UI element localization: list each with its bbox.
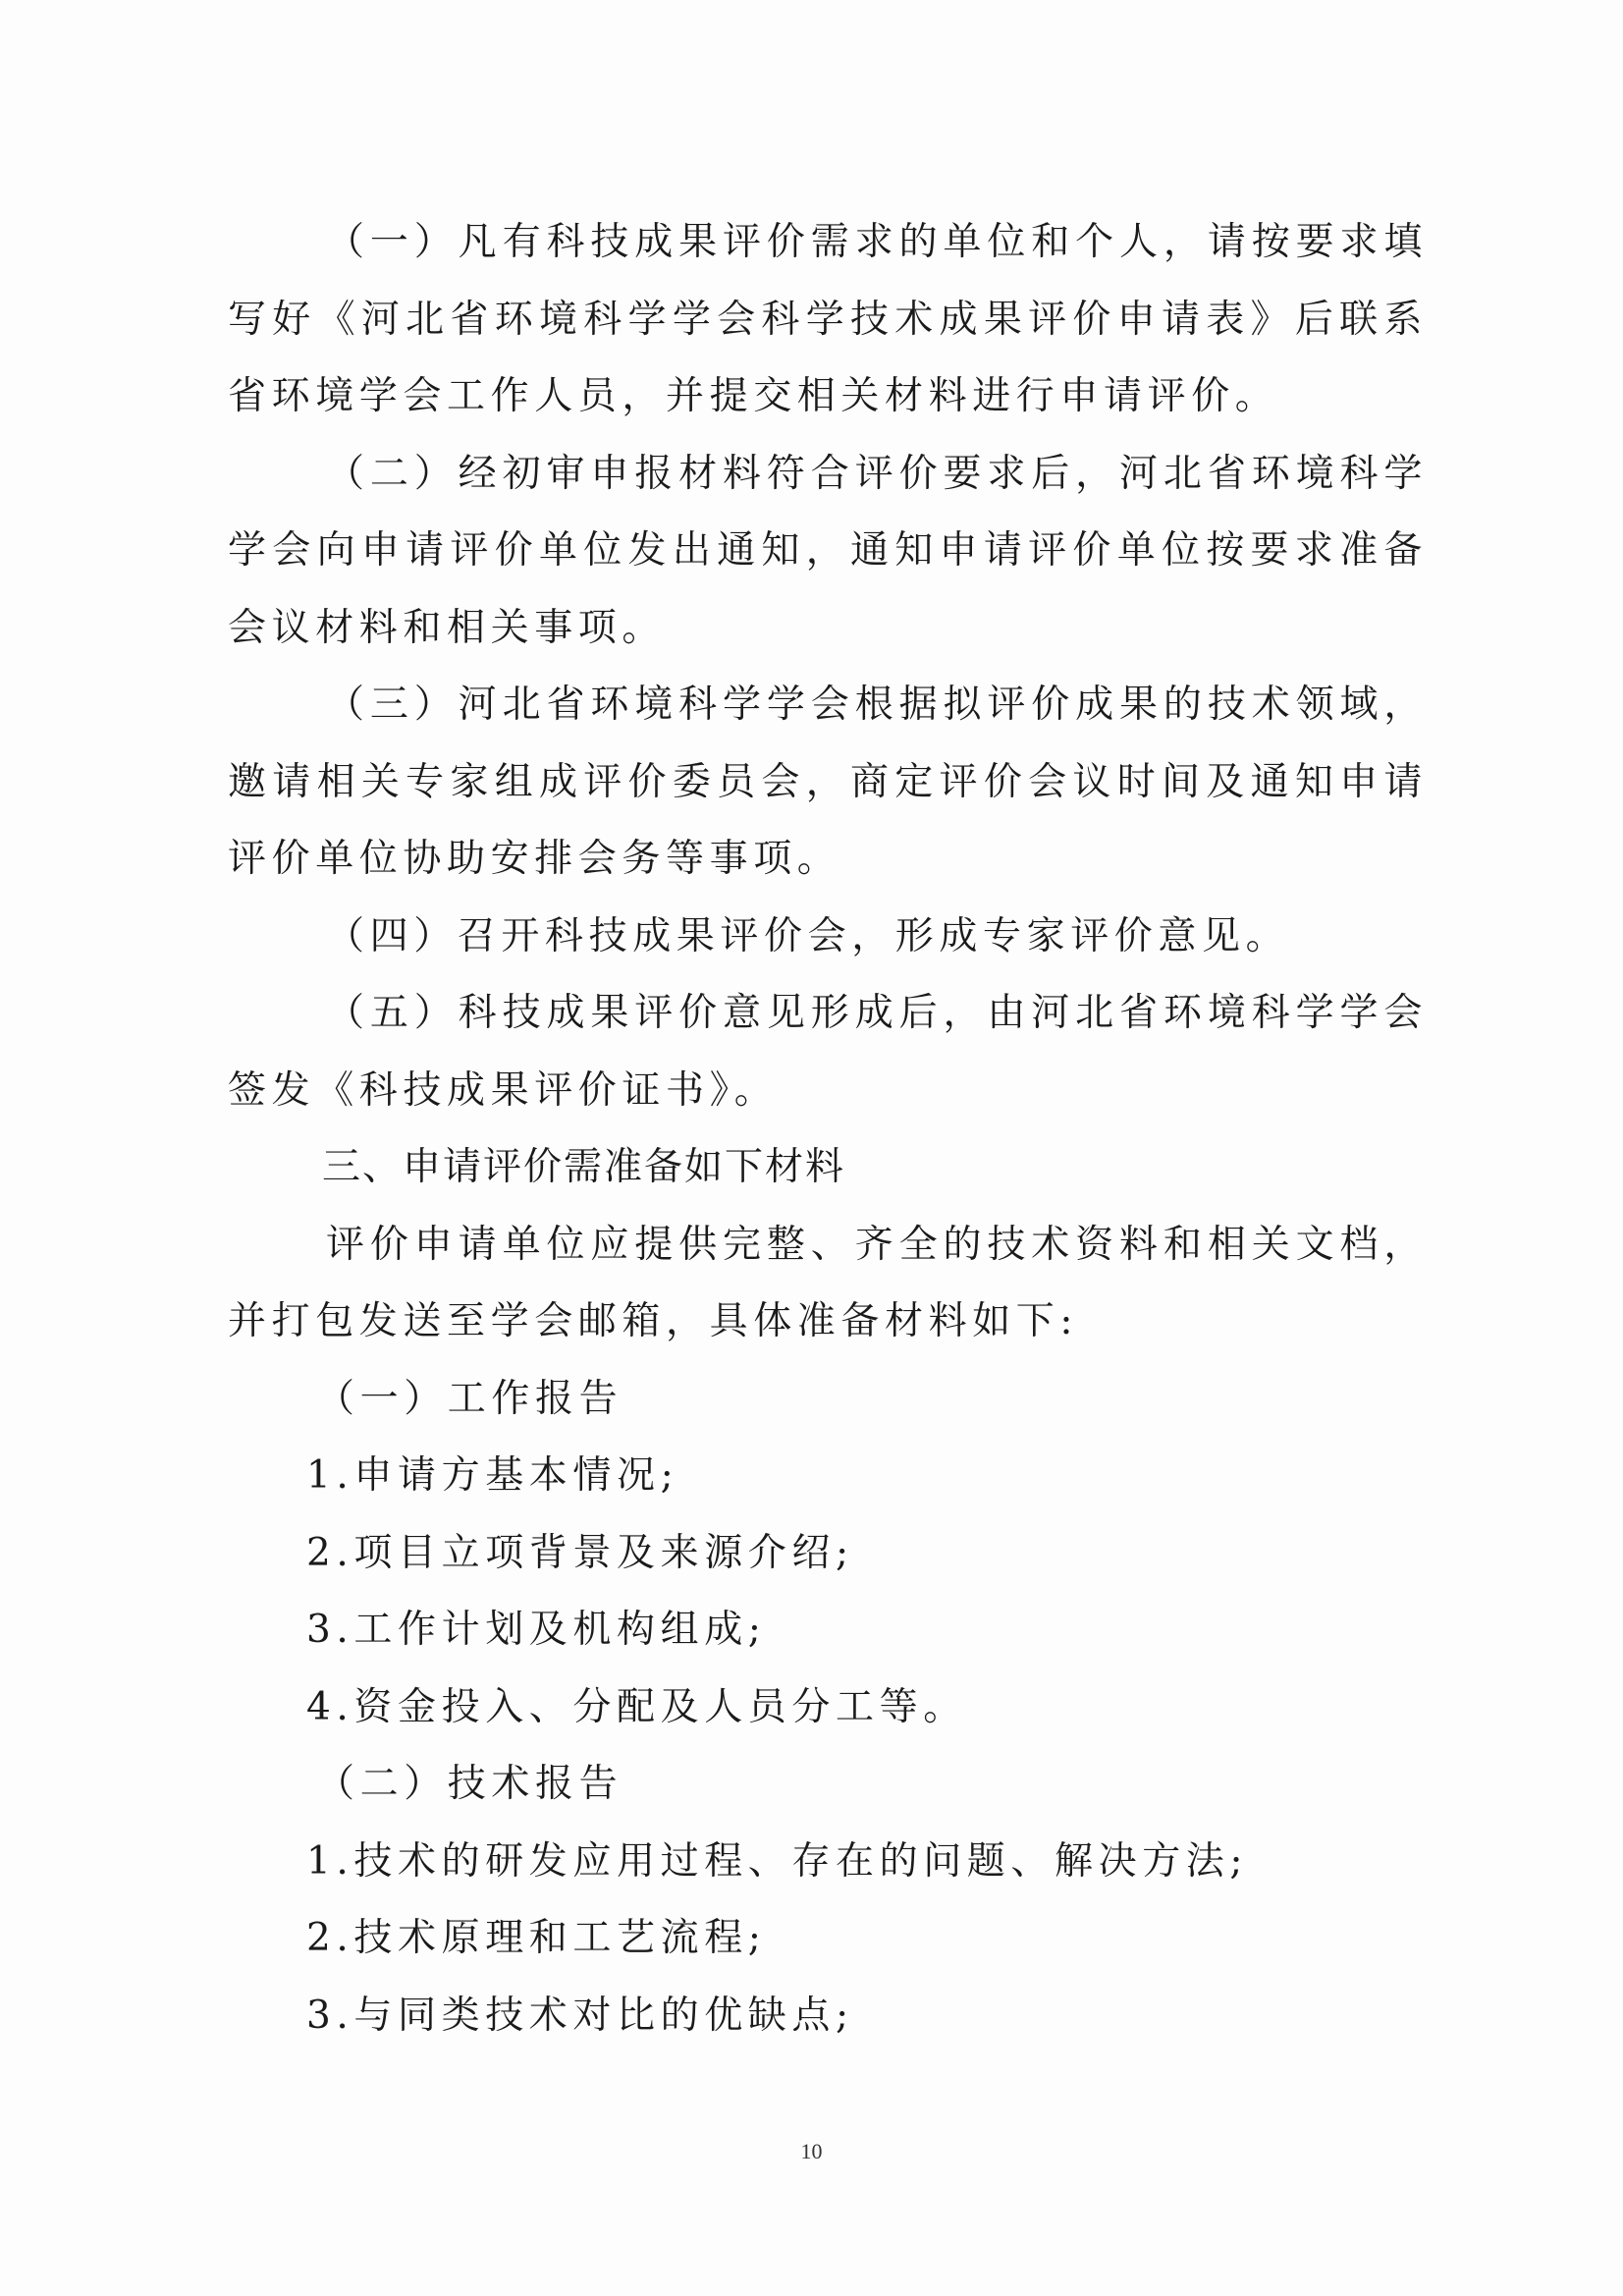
- work-report-item: 2.项目立项背景及来源介绍;: [306, 1530, 854, 1575]
- paragraph-step-5: （五）科技成果评价意见形成后，由河北省环境科学学会签发《科技成果评价证书》。: [228, 991, 1428, 1113]
- tech-report-item: 1.技术的研发应用过程、存在的问题、解决方法;: [306, 1838, 1249, 1884]
- tech-report-item: 3.与同类技术对比的优缺点;: [306, 1993, 854, 2038]
- section-intro: 评价申请单位应提供完整、齐全的技术资料和相关文档，并打包发送至学会邮箱，具体准备材料如下:: [228, 1222, 1428, 1343]
- paragraph-step-1: （一）凡有科技成果评价需求的单位和个人，请按要求填写好《河北省环境科学学会科学技术成果评价申请表》后联系省环境学会工作人员，并提交相关材料进行申请评价。: [228, 220, 1428, 418]
- work-report-title: （一）工作报告: [316, 1376, 623, 1421]
- work-report-item: 4.资金投入、分配及人员分工等。: [306, 1684, 967, 1729]
- work-report-item: 3.工作计划及机构组成;: [306, 1608, 767, 1652]
- paragraph-step-2: （二）经初审申报材料符合评价要求后，河北省环境科学学会向申请评价单位发出通知，通知申请评价单位按要求准备会议材料和相关事项。: [228, 451, 1428, 650]
- tech-report-item: 2.技术原理和工艺流程;: [306, 1916, 767, 1960]
- page-number: 10: [800, 2139, 823, 2163]
- page-content: [228, 204, 1428, 2054]
- section-heading: 三、申请评价需准备如下材料: [322, 1145, 846, 1189]
- paragraph-step-3: （三）河北省环境科学学会根据拟评价成果的技术领域，邀请相关专家组成评价委员会，商定评价会议时间及通知申请评价单位协助安排会务等事项。: [228, 683, 1428, 881]
- paragraph-step-4: （四）召开科技成果评价会，形成专家评价意见。: [326, 913, 1290, 958]
- work-report-item: 1.申请方基本情况;: [306, 1453, 679, 1498]
- tech-report-title: （二）技术报告: [316, 1762, 623, 1806]
